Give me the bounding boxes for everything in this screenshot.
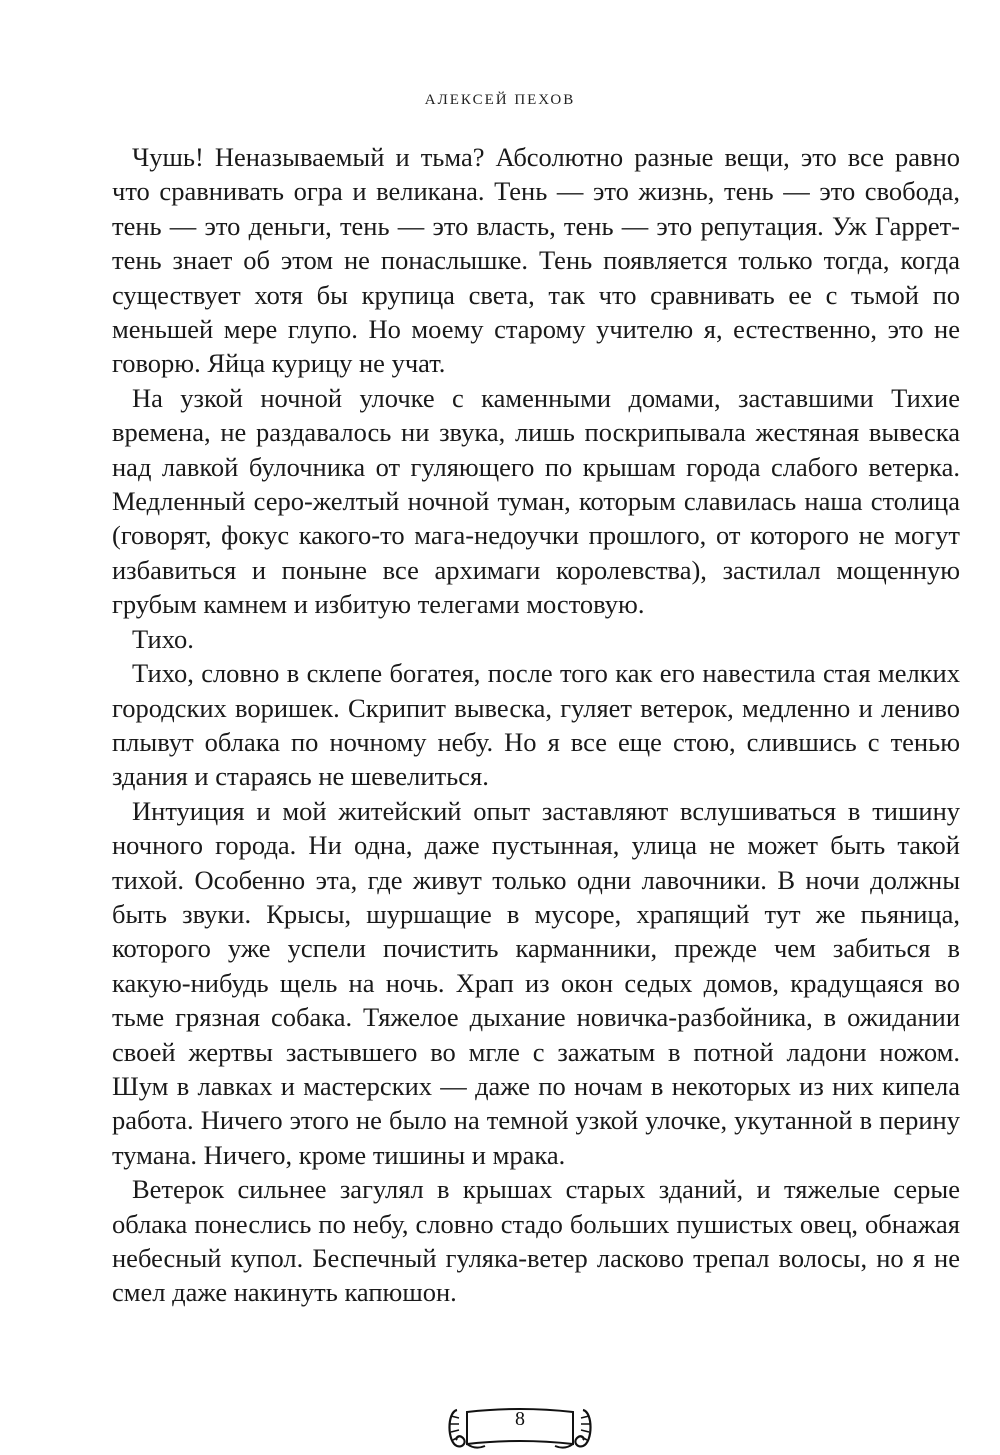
paragraph: Интуиция и мой житейский опыт заставляют вслушиваться в тишину ночного города. Ни одна, даже пустынная, улица не может быть такой тихой. Особенно эта, где живут только одни лавочники. В ночи должны быть звуки. Крысы, шуршащие в мусоре, храпящий тут же пьяница, которого уже успели почистить карманники, прежде чем забиться в какую-нибудь щель на ночь. Храп из окон седых домов, крадущаяся во тьме грязная собака. Тяжелое дыхание новичка-разбойника, в ожидании своей жертвы застывшего во мгле с зажатым в потной ладони ножом. Шум в лавках и мастерских — даже по ночам в некоторых из них кипела работа. Ничего этого не было на темной узкой улочке, укутанной в перину тумана. Ничего, кроме тишины и мрака. — [112, 795, 960, 1170]
paragraph: Тихо. — [132, 623, 194, 654]
paragraph: Чушь! Неназываемый и тьма? Абсолютно разные вещи, это все равно что сравнивать огра и великана. Тень — это жизнь, тень — это свобода, тень — это деньги, тень — это власть, тень — это репутация. Уж Гаррет-тень знает об этом не понаслышке. Тень появляется только тогда, когда существует хотя бы крупица света, так что сравнивать ее с тьмой по меньшей мере глупо. Но моему старому учителю я, естественно, это не говорю. Яйца курицу не учат. — [112, 142, 960, 379]
running-title: АЛЕКСЕЙ ПЕХОВ — [424, 92, 576, 108]
paragraph: На узкой ночной улочке с каменными домами, заставшими Тихие времена, не раздавалось ни звука, лишь поскрипывала жестяная вывеска над лавкой булочника от гуляющего по крышам города слабого ветерка. Медленный серо-желтый ночной туман, которым славилась наша столица (говорят, фокус какого-то мага-недоучки прошлого, от которого не могут избавиться и поныне все архимаги королевства), застилал мощенную грубым камнем и избитую телегами мостовую. — [112, 382, 960, 620]
page-number: 8 — [515, 1408, 525, 1430]
body-text — [112, 140, 960, 1310]
paragraph: Ветерок сильнее загулял в крышах старых зданий, и тяжелые серые облака понеслись по небу, словно стадо больших пушистых овец, обнажая небесный купол. Беспечный гуляка-ветер ласково трепал волосы, но я не смел даже накинуть капюшон. — [112, 1174, 960, 1308]
paragraph: Тихо, словно в склепе богатея, после того как его навестила стая мелких городских воришек. Скрипит вывеска, гуляет ветерок, медленно и лениво плывут облака по ночному небу. Но я все еще стою, слившись с тенью здания и стараясь не шевелиться. — [112, 658, 960, 792]
